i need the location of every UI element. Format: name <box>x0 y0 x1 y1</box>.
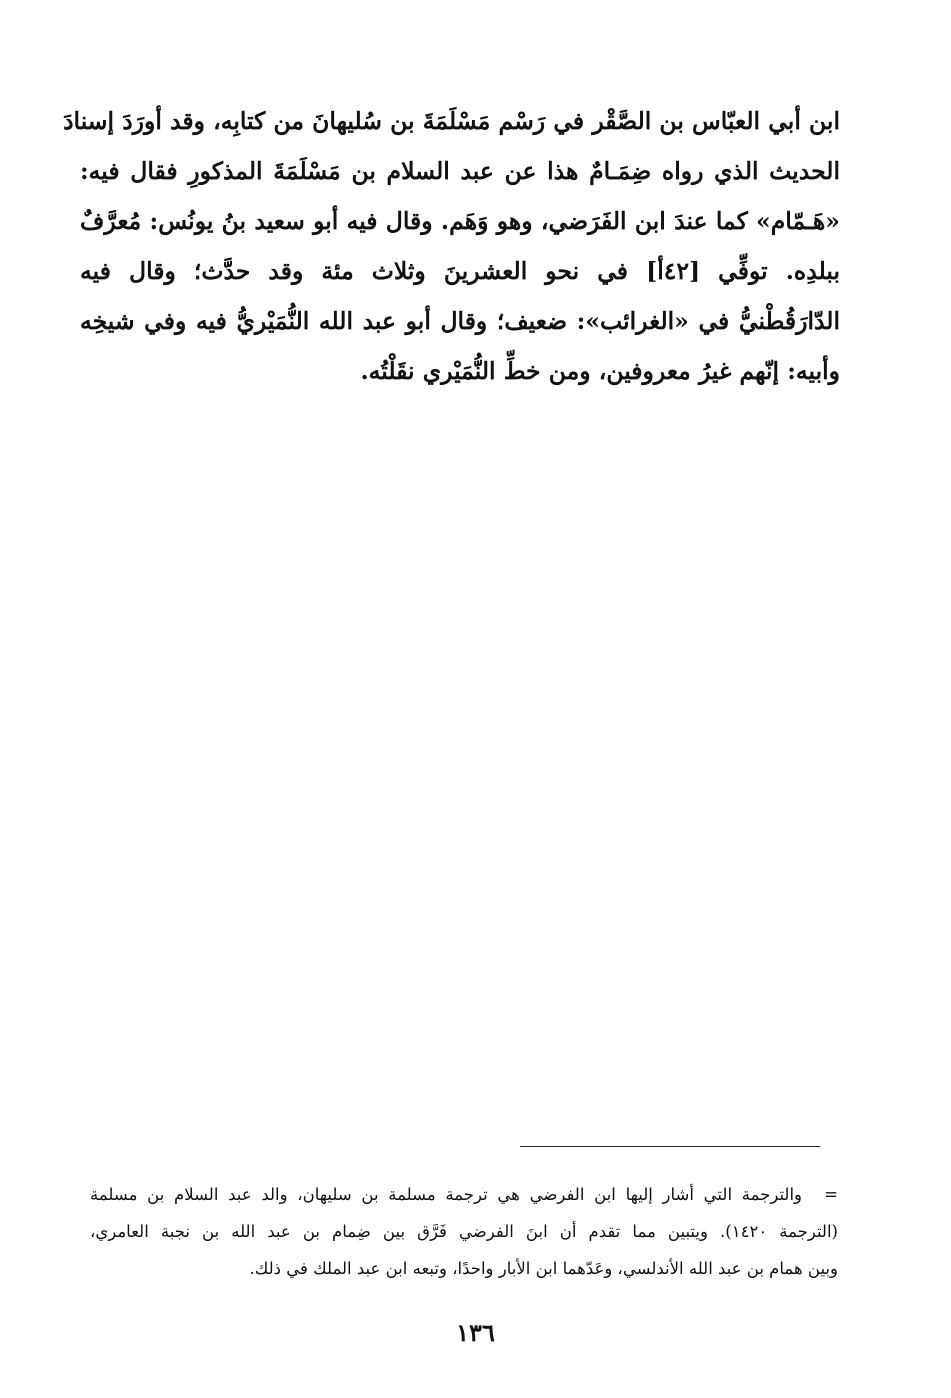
main-text-line: الدّارَقُطْنيُّ في «الغرائب»: ضعيف؛ وقال أبو عبد الله النُّمَيْريُّ فيه وفي شيخِه <box>80 307 840 335</box>
footnote-block <box>90 1176 838 1287</box>
footnote-line: (الترجمة ١٤٢٠). ويتبين مما تقدم أن ابنَ الفرضي فَرَّق بين ضِمام بن عبد الله بن نجبة العامري، <box>90 1222 838 1241</box>
main-text-block <box>63 96 840 396</box>
page-number: ١٣٦ <box>456 1318 495 1347</box>
main-text-line: ببلدِه. توفِّي [٤٢أ] في نحو العشرينَ وثلاث مئة وقد حدَّث؛ وقال فيه <box>80 257 840 285</box>
main-text-line: الحديث الذي رواه ضِمَـامٌ هذا عن عبد السلام بن مَسْلَمَةَ المذكورِ فقال فيه: <box>80 157 840 185</box>
main-text-line: «هَـمّام» كما عندَ ابن الفَرَضي، وهو وَهَم. وقال فيه أبو سعيد بنُ يونُس: مُعرَّفٌ <box>80 207 840 235</box>
main-text-line: وأبيه: إنّهم غيرُ معروفين، ومن خطِّ النُّمَيْري نقَلْتُه. <box>360 357 840 385</box>
footnote-continuation-mark: = <box>824 1185 838 1204</box>
main-text-line: ابن أبي العبّاس بن الصَّقْر في رَسْم مَسْلَمَةَ بن سُليهانَ من كتابِه، وقد أورَدَ إسنادَ <box>63 107 840 135</box>
footnote-line: وبين همام بن عبد الله الأندلسي، وعَدّهما ابن الأبار واحدًا، وتبعه ابن عبد الملك في ذلك. <box>249 1259 838 1278</box>
footnote-separator <box>520 1146 820 1147</box>
footnote-line <box>90 1176 838 1213</box>
footnote-line-text: والترجمة التي أشار إليها ابن الفرضي هي ترجمة مسلمة بن سليهان، والد عبد السلام بن مسلمة <box>90 1185 802 1204</box>
